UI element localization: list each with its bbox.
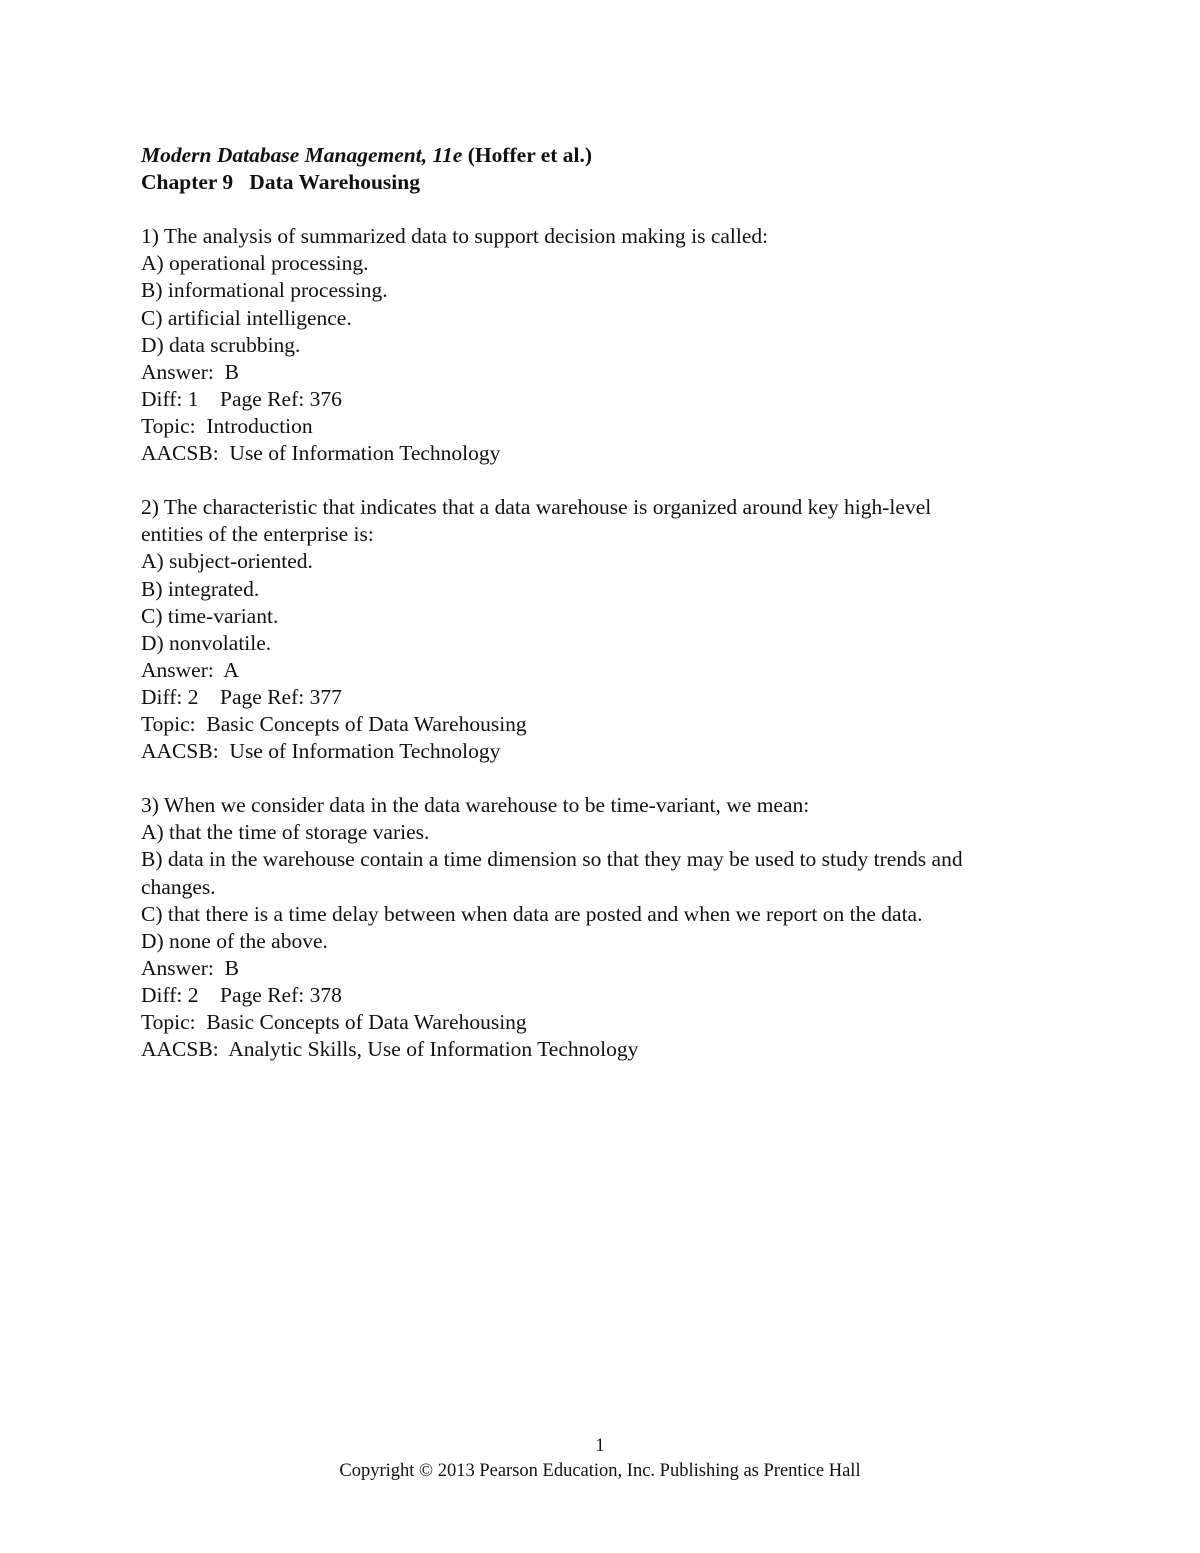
book-title: Modern Database Management, 11e <box>141 143 463 167</box>
page-content <box>141 142 1061 1063</box>
question-stem: 3) When we consider data in the data warehouse to be time-variant, we mean: <box>141 793 810 818</box>
question-stem-line-2: entities of the enterprise is: <box>141 522 374 547</box>
question-2 <box>141 494 1061 765</box>
option-c: C) artificial intelligence. <box>141 305 352 330</box>
difficulty-page-ref: Diff: 2 Page Ref: 378 <box>141 982 342 1007</box>
chapter-title: Chapter 9 Data Warehousing <box>141 170 420 195</box>
question-1 <box>141 223 1061 467</box>
page-number: 1 <box>595 1436 605 1456</box>
spacer <box>141 467 1061 494</box>
copyright-notice: Copyright © 2013 Pearson Education, Inc. Publishing as Prentice Hall <box>339 1461 861 1481</box>
option-d: D) none of the above. <box>141 928 328 953</box>
option-b-continued: changes. <box>141 874 216 899</box>
question-stem: 1) The analysis of summarized data to support decision making is called: <box>141 224 769 249</box>
option-b: B) data in the warehouse contain a time dimension so that they may be used to study trends and <box>141 847 963 872</box>
option-a: A) operational processing. <box>141 251 369 276</box>
option-b: B) informational processing. <box>141 278 388 303</box>
aacsb: AACSB: Use of Information Technology <box>141 441 501 466</box>
question-3 <box>141 792 1061 1063</box>
option-c: C) time-variant. <box>141 603 279 628</box>
aacsb: AACSB: Analytic Skills, Use of Information Technology <box>141 1037 639 1062</box>
option-b: B) integrated. <box>141 576 260 601</box>
aacsb: AACSB: Use of Information Technology <box>141 739 501 764</box>
question-stem-line-1: 2) The characteristic that indicates that a data warehouse is organized around key high-level <box>141 495 932 520</box>
book-header <box>141 142 1061 169</box>
option-a: A) subject-oriented. <box>141 549 313 574</box>
answer: Answer: B <box>141 955 239 980</box>
option-a: A) that the time of storage varies. <box>141 820 430 845</box>
spacer <box>141 765 1061 792</box>
difficulty-page-ref: Diff: 2 Page Ref: 377 <box>141 684 342 709</box>
topic: Topic: Basic Concepts of Data Warehousing <box>141 711 527 736</box>
answer: Answer: A <box>141 657 239 682</box>
option-c: C) that there is a time delay between when data are posted and when we report on the data. <box>141 901 923 926</box>
spacer <box>141 196 1061 223</box>
option-d: D) data scrubbing. <box>141 332 301 357</box>
difficulty-page-ref: Diff: 1 Page Ref: 376 <box>141 386 342 411</box>
topic: Topic: Basic Concepts of Data Warehousing <box>141 1010 527 1034</box>
option-d: D) nonvolatile. <box>141 630 272 655</box>
answer: Answer: B <box>141 359 239 384</box>
topic: Topic: Introduction <box>141 413 313 438</box>
book-authors: (Hoffer et al.) <box>467 143 593 167</box>
